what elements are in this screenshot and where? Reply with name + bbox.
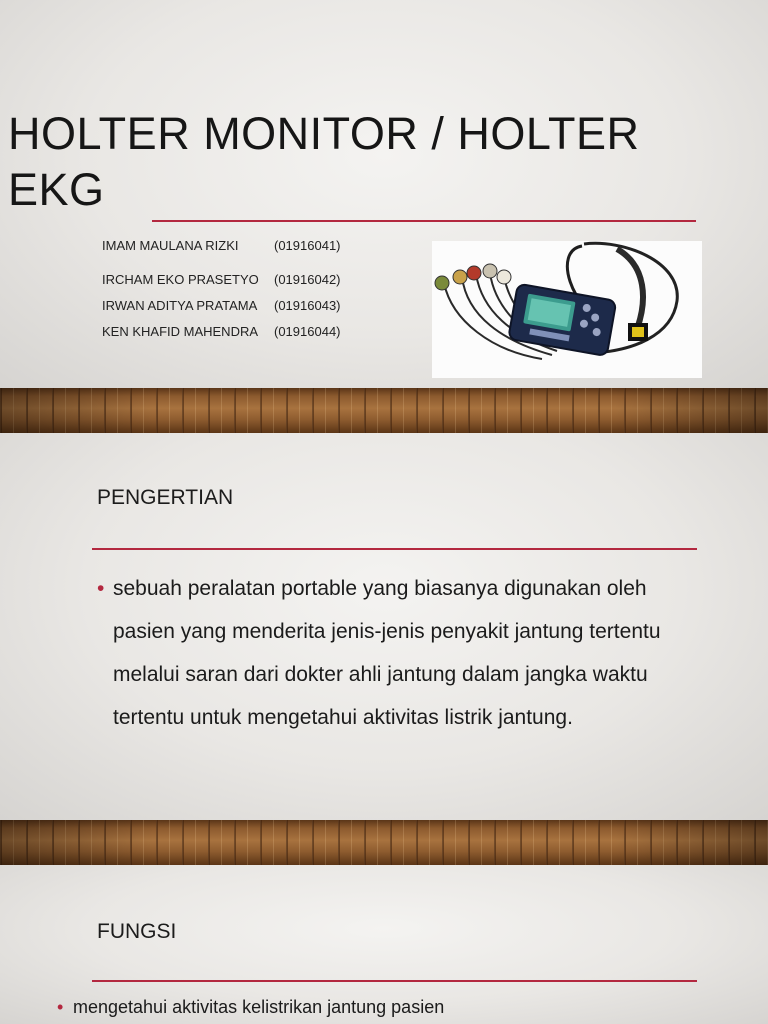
member-name: IRWAN ADITYA PRATAMA [102, 298, 258, 313]
bullet-icon: • [97, 577, 105, 600]
title-divider [152, 220, 696, 222]
bullet-text: sebuah peralatan portable yang biasanya digunakan oleh pasien yang menderita jenis-jenis penyakit jantung tertentu melalui saran dari dokter ahli jantung dalam jangka waktu tertentu untuk mengetahui aktivitas listrik jantung. [113, 577, 661, 729]
slide-pengertian [0, 433, 768, 820]
pengertian-heading: PENGERTIAN [97, 486, 234, 509]
pengertian-bullets [97, 567, 697, 739]
list-item [57, 992, 697, 1022]
member-name: IRCHAM EKO PRASETYO [102, 272, 259, 287]
bullet-text: mengetahui aktivitas kelistrikan jantung pasien [73, 997, 445, 1017]
holter-device-illustration [432, 241, 702, 378]
member-nim: (01916044) [274, 324, 341, 339]
fungsi-divider [92, 980, 697, 982]
slide-title-heading: HOLTER MONITOR / HOLTER EKG [8, 108, 640, 215]
slide-fungsi [0, 865, 768, 1024]
holter-device-image [432, 241, 702, 378]
bullet-icon: • [57, 997, 64, 1017]
member-name: IMAM MAULANA RIZKI [102, 238, 239, 253]
member-nim: (01916042) [274, 272, 341, 287]
fungsi-heading: FUNGSI [97, 920, 177, 943]
wood-floor-divider [0, 820, 768, 865]
slide-title [0, 0, 768, 388]
pengertian-divider [92, 548, 697, 550]
list-item [97, 567, 697, 739]
member-name: KEN KHAFID MAHENDRA [102, 324, 259, 339]
member-nim: (01916041) [274, 238, 341, 253]
wood-floor-divider [0, 388, 768, 433]
member-nim: (01916043) [274, 298, 341, 313]
fungsi-bullets [57, 992, 697, 1022]
